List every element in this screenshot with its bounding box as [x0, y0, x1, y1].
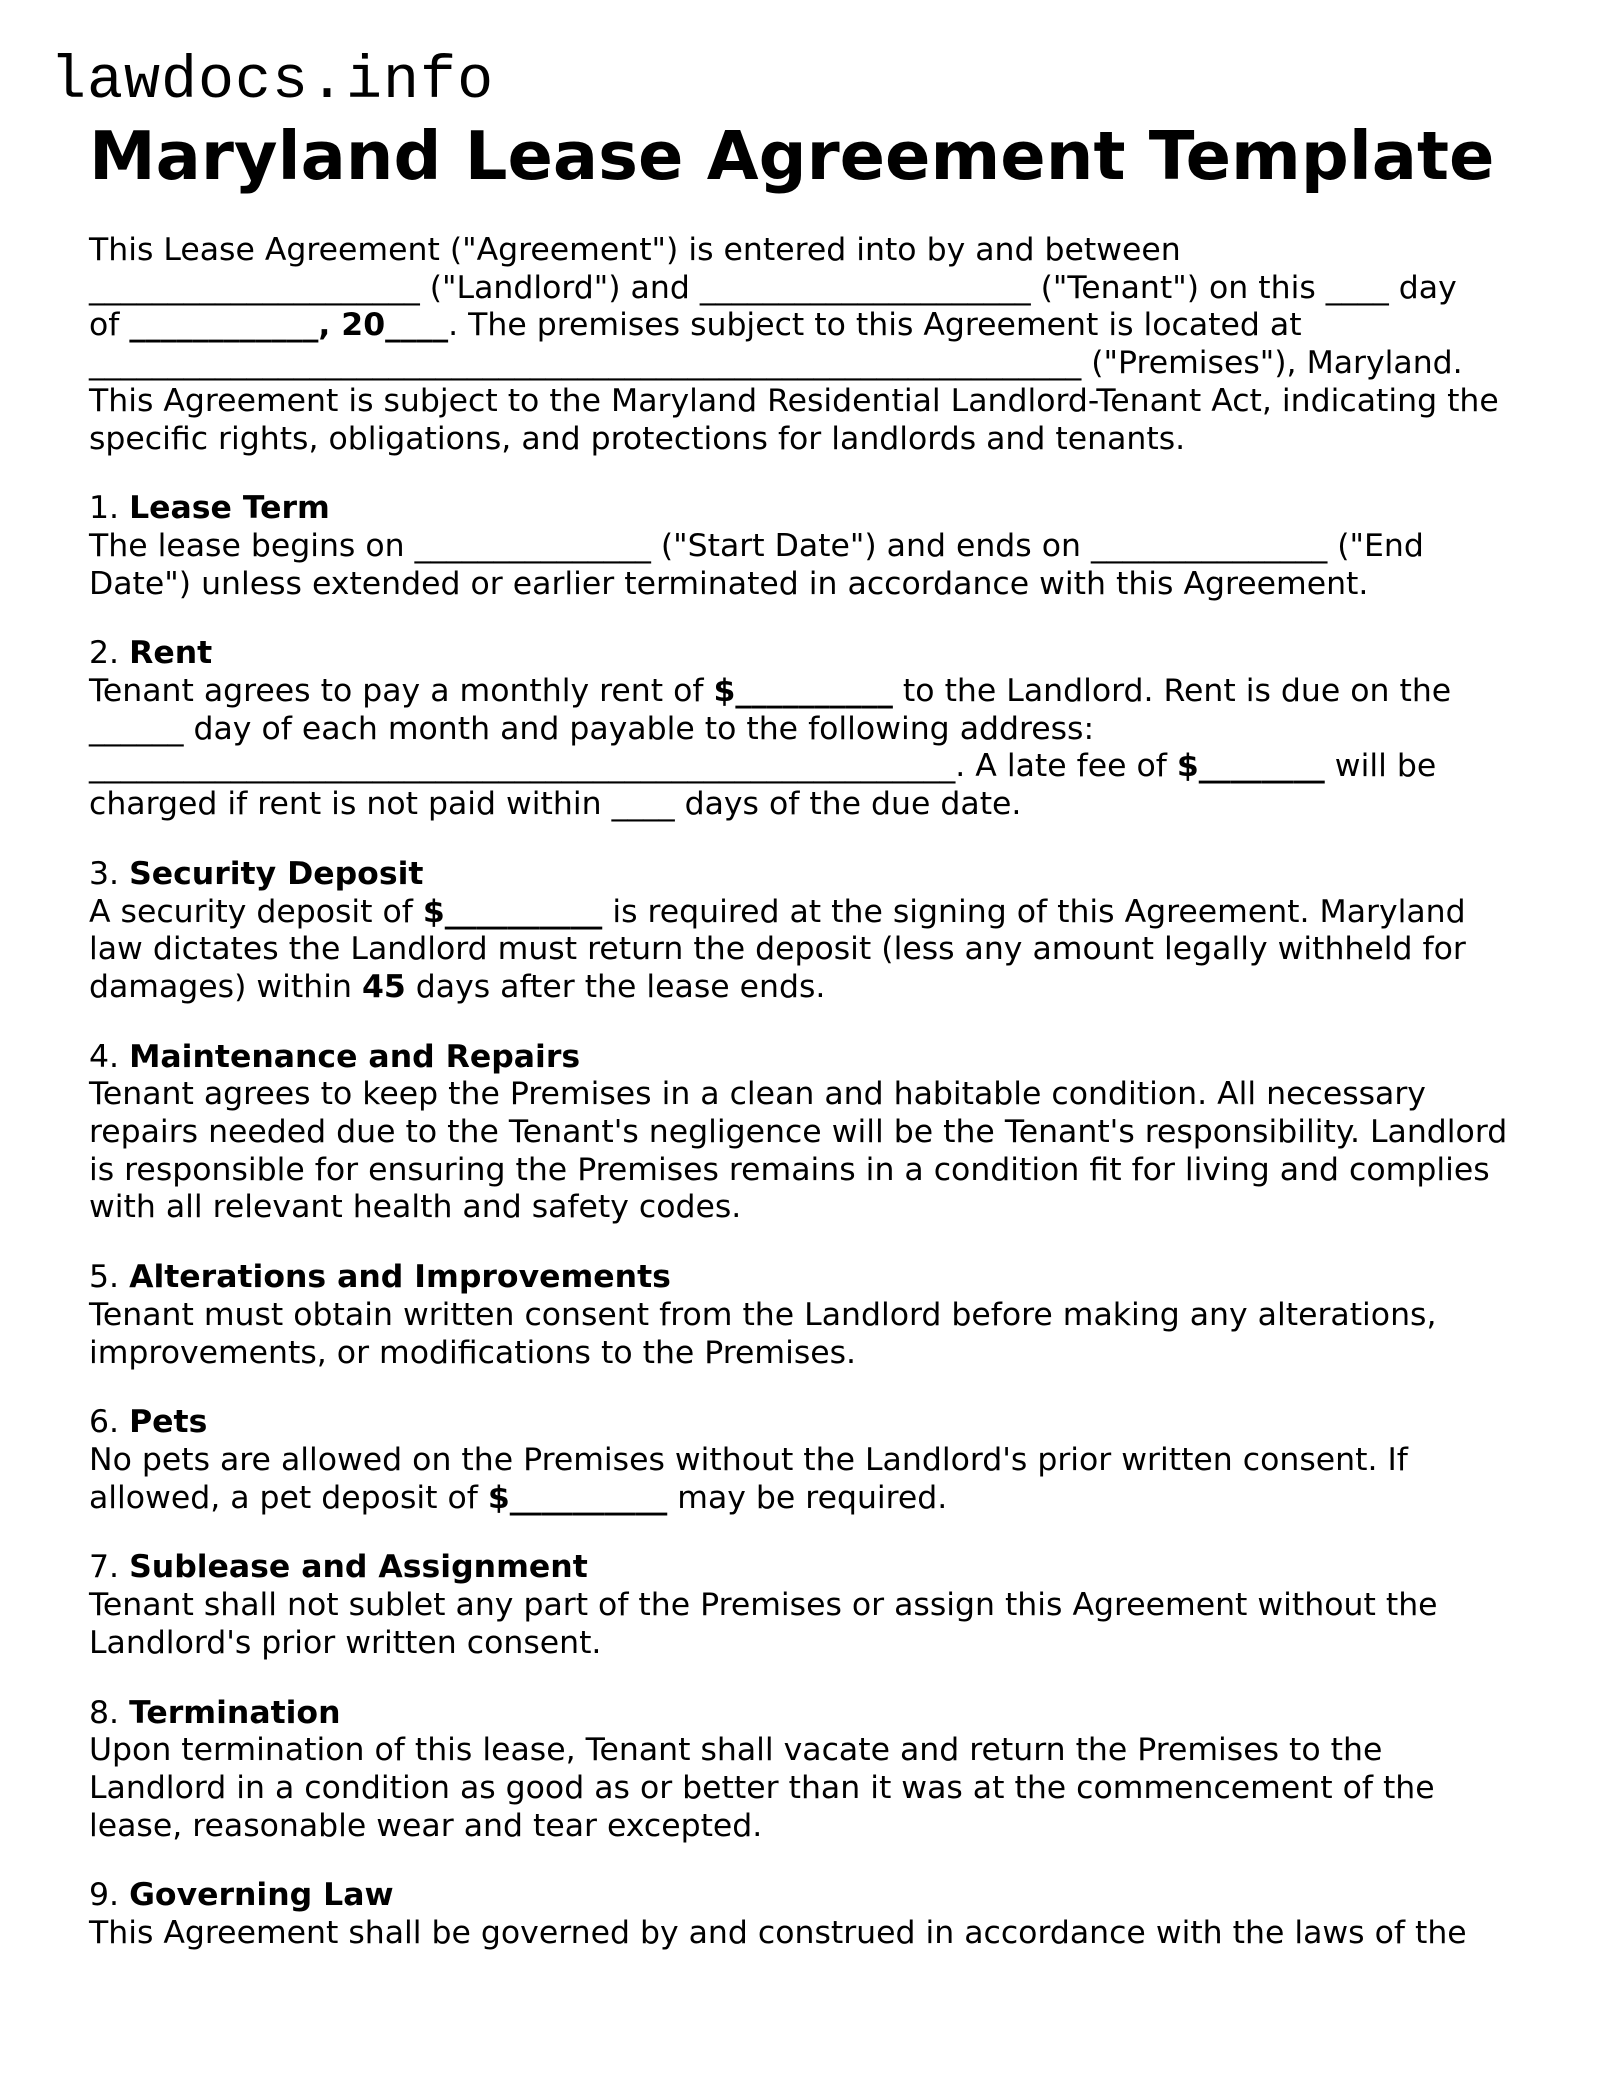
section-heading	[89, 1549, 1519, 1587]
section-title: Pets	[129, 1404, 208, 1441]
section-text-line	[89, 1480, 1519, 1518]
intro-line-3-start: of	[89, 307, 130, 344]
section-title: Alterations and Improvements	[129, 1259, 671, 1296]
section-title: Security Deposit	[129, 855, 424, 892]
section-number: 7.	[89, 1549, 130, 1586]
section-text-line: This Agreement shall be governed by and construed in accordance with the laws of the	[89, 1915, 1467, 1952]
text-run: will be	[1324, 748, 1437, 785]
section-text-line: The lease begins on _______________ ("Start Date") and ends on _______________ ("End	[89, 527, 1424, 564]
intro-line-4: _______________________________________________________________ ("Premises"), Maryland.	[89, 345, 1463, 382]
site-watermark: lawdocs.info	[50, 48, 495, 116]
late-fee-blank: $________	[1176, 748, 1325, 785]
section-text-line: Tenant agrees to keep the Premises in a clean and habitable condition. All necessary	[89, 1076, 1426, 1113]
section-sublease	[89, 1549, 1519, 1662]
section-text-line: repairs needed due to the Tenant's negligence will be the Tenant's responsibility. Landlord	[89, 1114, 1508, 1151]
section-number: 5.	[89, 1259, 130, 1296]
section-number: 8.	[89, 1694, 130, 1731]
section-title: Rent	[129, 635, 213, 672]
intro-paragraph	[89, 232, 1519, 458]
text-run: is required at the signing of this Agreement. Maryland	[602, 893, 1466, 930]
intro-line-3	[89, 307, 1519, 345]
section-maintenance	[89, 1039, 1519, 1228]
intro-line-5: This Agreement is subject to the Maryland Residential Landlord-Tenant Act, indicating the	[89, 382, 1499, 419]
deposit-amount-blank: $__________	[422, 893, 603, 930]
section-alterations	[89, 1259, 1519, 1372]
text-run: to the Landlord. Rent is due on the	[892, 673, 1452, 710]
section-heading	[89, 1695, 1519, 1733]
section-text-line	[89, 969, 1519, 1007]
section-title: Sublease and Assignment	[129, 1549, 588, 1586]
pet-deposit-blank: $__________	[487, 1479, 668, 1516]
section-heading	[89, 1404, 1519, 1442]
section-number: 9.	[89, 1877, 130, 1914]
section-text-line: law dictates the Landlord must return the deposit (less any amount legally withheld for	[89, 931, 1466, 968]
section-number: 1.	[89, 490, 130, 527]
section-number: 4.	[89, 1038, 130, 1075]
section-text-line: Date") unless extended or earlier terminated in accordance with this Agreement.	[89, 565, 1369, 602]
section-text-line: Tenant must obtain written consent from the Landlord before making any alterations,	[89, 1296, 1437, 1333]
section-heading	[89, 1877, 1519, 1915]
rent-amount-blank: $__________	[713, 673, 893, 710]
text-run: may be required.	[667, 1479, 948, 1516]
section-text-line: ______ day of each month and payable to the following address:	[89, 710, 1095, 747]
section-text-line: Landlord's prior written consent.	[89, 1624, 602, 1661]
text-run: allowed, a pet deposit of	[89, 1479, 488, 1516]
intro-line-2: _____________________ ("Landlord") and _____________________ ("Tenant") on this ____ day	[89, 269, 1457, 306]
document-body	[89, 232, 1519, 1953]
section-heading	[89, 635, 1519, 673]
section-text-line: is responsible for ensuring the Premises remains in a condition fit for living and complies	[89, 1151, 1490, 1188]
text-run: Tenant agrees to pay a monthly rent of	[89, 673, 714, 710]
section-governing-law	[89, 1877, 1519, 1952]
section-text-line: lease, reasonable wear and tear excepted.	[89, 1807, 763, 1844]
section-heading	[89, 1039, 1519, 1077]
section-termination	[89, 1695, 1519, 1846]
section-text-line: charged if rent is not paid within ____ days of the due date.	[89, 786, 1022, 823]
text-run: days after the lease ends.	[405, 968, 826, 1005]
text-run: A security deposit of	[89, 893, 423, 930]
section-title: Lease Term	[129, 490, 330, 527]
section-text-line: Tenant shall not sublet any part of the Premises or assign this Agreement without the	[89, 1587, 1438, 1624]
text-run: _______________________________________________________. A late fee of	[89, 748, 1177, 785]
section-security-deposit	[89, 856, 1519, 1007]
date-blank: ____________, 20____	[129, 307, 449, 344]
section-text-line: with all relevant health and safety codes.	[89, 1189, 742, 1226]
document-title: Maryland Lease Agreement Template	[89, 117, 1495, 195]
section-text-line: No pets are allowed on the Premises without the Landlord's prior written consent. If	[89, 1441, 1408, 1478]
section-number: 6.	[89, 1404, 130, 1441]
return-days: 45	[361, 968, 406, 1005]
section-title: Termination	[129, 1694, 341, 1731]
section-text-line: Landlord in a condition as good as or better than it was at the commencement of the	[89, 1769, 1435, 1806]
section-heading	[89, 856, 1519, 894]
section-rent	[89, 635, 1519, 824]
section-text-line: Upon termination of this lease, Tenant shall vacate and return the Premises to the	[89, 1732, 1383, 1769]
section-title: Maintenance and Repairs	[129, 1038, 581, 1075]
section-text-line: improvements, or modifications to the Premises.	[89, 1334, 857, 1371]
section-text-line	[89, 894, 1519, 932]
section-text-line	[89, 748, 1519, 786]
intro-line-3-end: . The premises subject to this Agreement is located at	[448, 307, 1302, 344]
intro-line-6: specific rights, obligations, and protections for landlords and tenants.	[89, 420, 1186, 457]
intro-line-1: This Lease Agreement ("Agreement") is entered into by and between	[89, 232, 1181, 268]
section-pets	[89, 1404, 1519, 1517]
section-text-line	[89, 673, 1519, 711]
text-run: damages) within	[89, 968, 362, 1005]
section-heading	[89, 490, 1519, 528]
section-title: Governing Law	[129, 1877, 394, 1914]
section-number: 3.	[89, 855, 130, 892]
section-number: 2.	[89, 635, 130, 672]
section-lease-term	[89, 490, 1519, 603]
section-heading	[89, 1259, 1519, 1297]
